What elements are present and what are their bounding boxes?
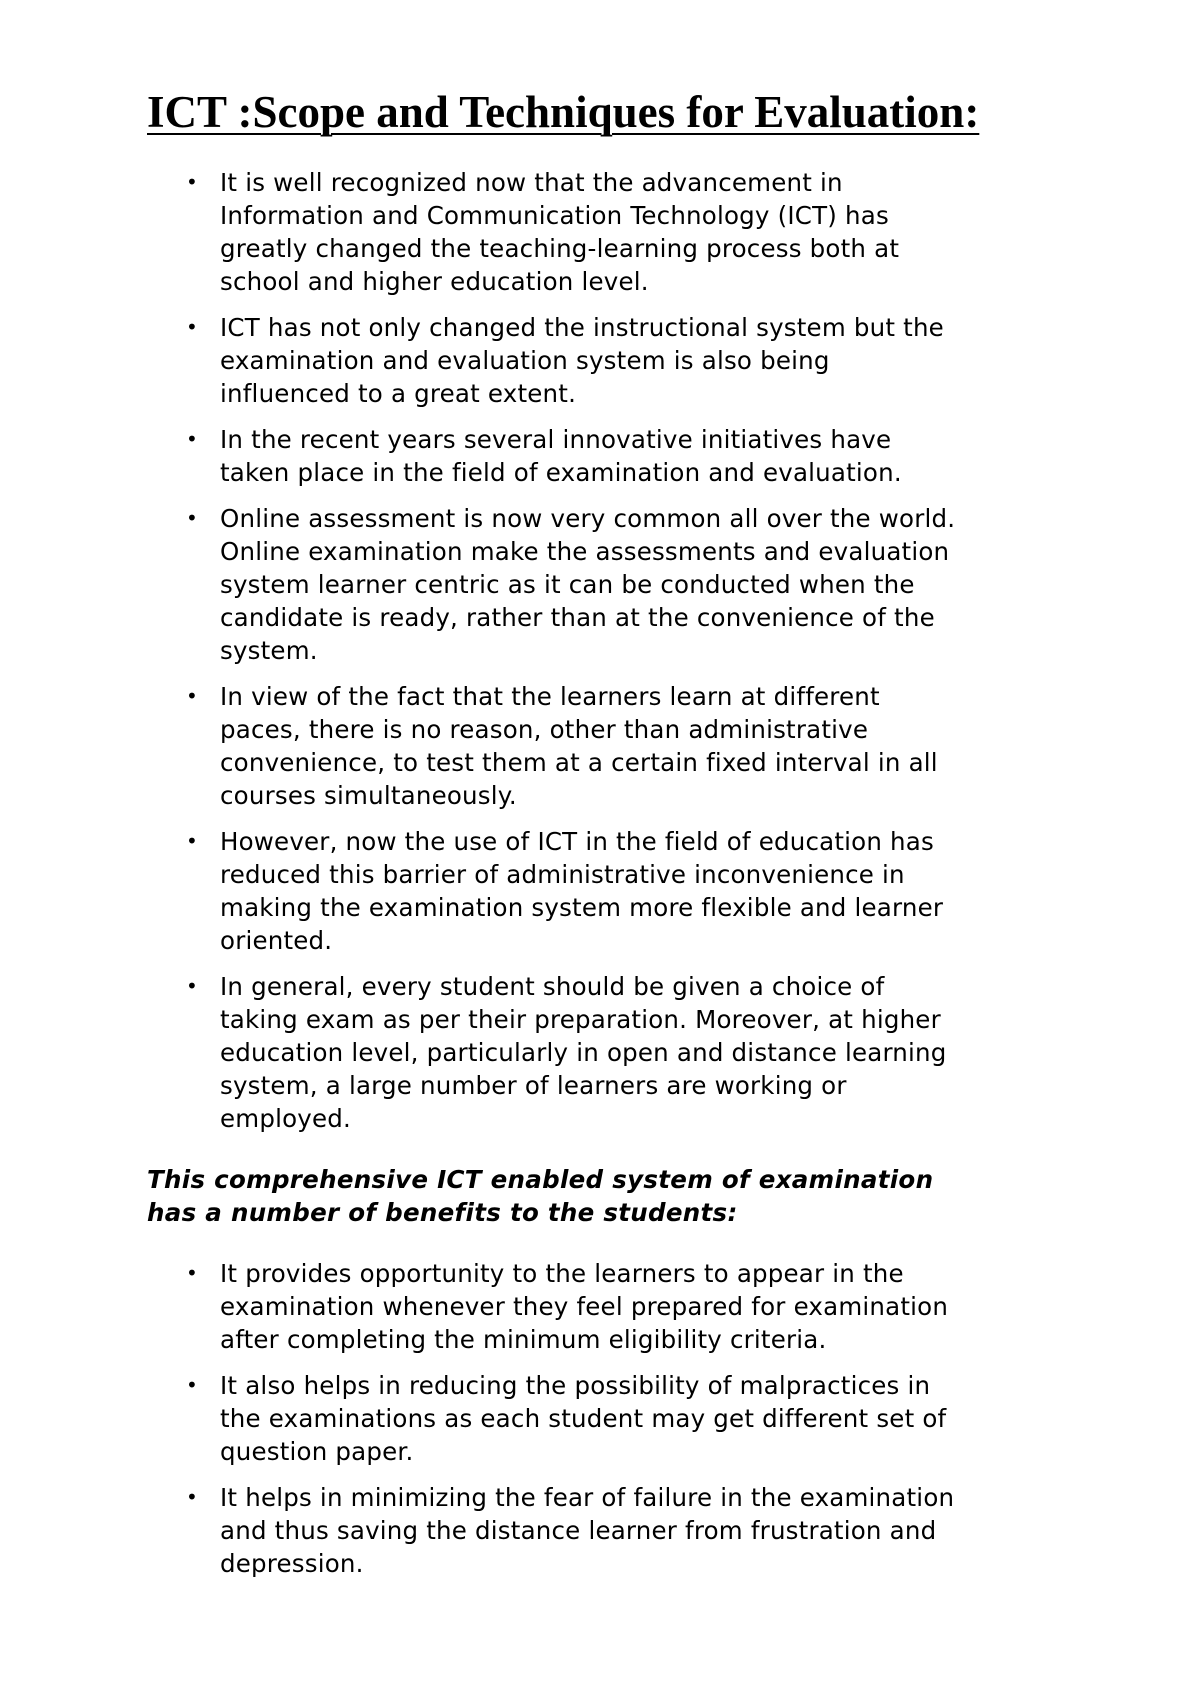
text-line: reduced this barrier of administrative inconvenience in: [220, 860, 905, 889]
text-line: This comprehensive ICT enabled system of examination: [147, 1165, 934, 1194]
bullet-icon: •: [186, 1261, 198, 1285]
text-line: paces, there is no reason, other than administrative: [220, 715, 869, 744]
bullet-text: [220, 1369, 1080, 1468]
bullet-icon: •: [186, 506, 198, 530]
list-item: [0, 970, 1080, 1135]
bullet-text: [220, 825, 1080, 957]
text-line: after completing the minimum eligibility criteria.: [220, 1325, 827, 1354]
text-line: examination and evaluation system is also being: [220, 346, 830, 375]
text-line: school and higher education level.: [220, 267, 649, 296]
text-line: question paper.: [220, 1437, 414, 1466]
text-line: influenced to a great extent.: [220, 379, 577, 408]
bullet-icon: •: [186, 427, 198, 451]
text-line: system.: [220, 636, 318, 665]
bullet-icon: •: [186, 1485, 198, 1509]
bullet-icon: •: [186, 974, 198, 998]
bullet-text: [220, 680, 1080, 812]
bullet-text: [220, 502, 1080, 667]
text-line: It also helps in reducing the possibility of malpractices in: [220, 1371, 931, 1400]
bullet-text: [220, 166, 1080, 298]
text-line: It is well recognized now that the advancement in: [220, 168, 843, 197]
bullet-icon: •: [186, 1373, 198, 1397]
text-line: It provides opportunity to the learners to appear in the: [220, 1259, 904, 1288]
text-line: ICT has not only changed the instructional system but the: [220, 313, 944, 342]
text-line: In view of the fact that the learners learn at different: [220, 682, 880, 711]
bullet-icon: •: [186, 170, 198, 194]
text-line: Information and Communication Technology (ICT) has: [220, 201, 889, 230]
text-line: examination whenever they feel prepared for examination: [220, 1292, 949, 1321]
text-line: the examinations as each student may get different set of: [220, 1404, 947, 1433]
list-item: [0, 311, 1080, 410]
list-item: [0, 1257, 1080, 1356]
list-item: [0, 680, 1080, 812]
bullet-list-benefits: [0, 1257, 1080, 1580]
text-line: system, a large number of learners are working or: [220, 1071, 847, 1100]
list-item: [0, 166, 1080, 298]
list-item: [0, 1369, 1080, 1468]
text-line: However, now the use of ICT in the field of education has: [220, 827, 934, 856]
text-line: Online assessment is now very common all over the world.: [220, 504, 956, 533]
list-item: [0, 825, 1080, 957]
text-line: candidate is ready, rather than at the convenience of the: [220, 603, 935, 632]
text-line: oriented.: [220, 926, 333, 955]
text-line: depression.: [220, 1549, 364, 1578]
text-line: It helps in minimizing the fear of failure in the examination: [220, 1483, 955, 1512]
text-line: taking exam as per their preparation. Moreover, at higher: [220, 1005, 941, 1034]
bullet-list-scope: [0, 166, 1080, 1135]
list-item: [0, 423, 1080, 489]
text-line: and thus saving the distance learner from frustration and: [220, 1516, 937, 1545]
bullet-text: [220, 1257, 1080, 1356]
text-line: making the examination system more flexible and learner: [220, 893, 944, 922]
list-item: [0, 502, 1080, 667]
text-line: Online examination make the assessments and evaluation: [220, 537, 950, 566]
text-line: In general, every student should be given a choice of: [220, 972, 885, 1001]
text-line: has a number of benefits to the students:: [147, 1198, 738, 1227]
bullet-text: [220, 423, 1080, 489]
document-title: ICT :Scope and Techniques for Evaluation:: [147, 87, 980, 137]
text-line: greatly changed the teaching-learning process both at: [220, 234, 900, 263]
bullet-icon: •: [186, 829, 198, 853]
text-line: convenience, to test them at a certain fixed interval in all: [220, 748, 938, 777]
text-line: courses simultaneously.: [220, 781, 517, 810]
bullet-text: [220, 311, 1080, 410]
bullet-text: [220, 970, 1080, 1135]
list-item: [0, 1481, 1080, 1580]
bullet-icon: •: [186, 315, 198, 339]
text-line: employed.: [220, 1104, 351, 1133]
text-line: education level, particularly in open and distance learning: [220, 1038, 947, 1067]
bullet-text: [220, 1481, 1080, 1580]
text-line: In the recent years several innovative initiatives have: [220, 425, 892, 454]
text-line: system learner centric as it can be conducted when the: [220, 570, 915, 599]
bullet-icon: •: [186, 684, 198, 708]
benefits-subheading: [147, 1163, 1067, 1229]
text-line: taken place in the field of examination and evaluation.: [220, 458, 902, 487]
